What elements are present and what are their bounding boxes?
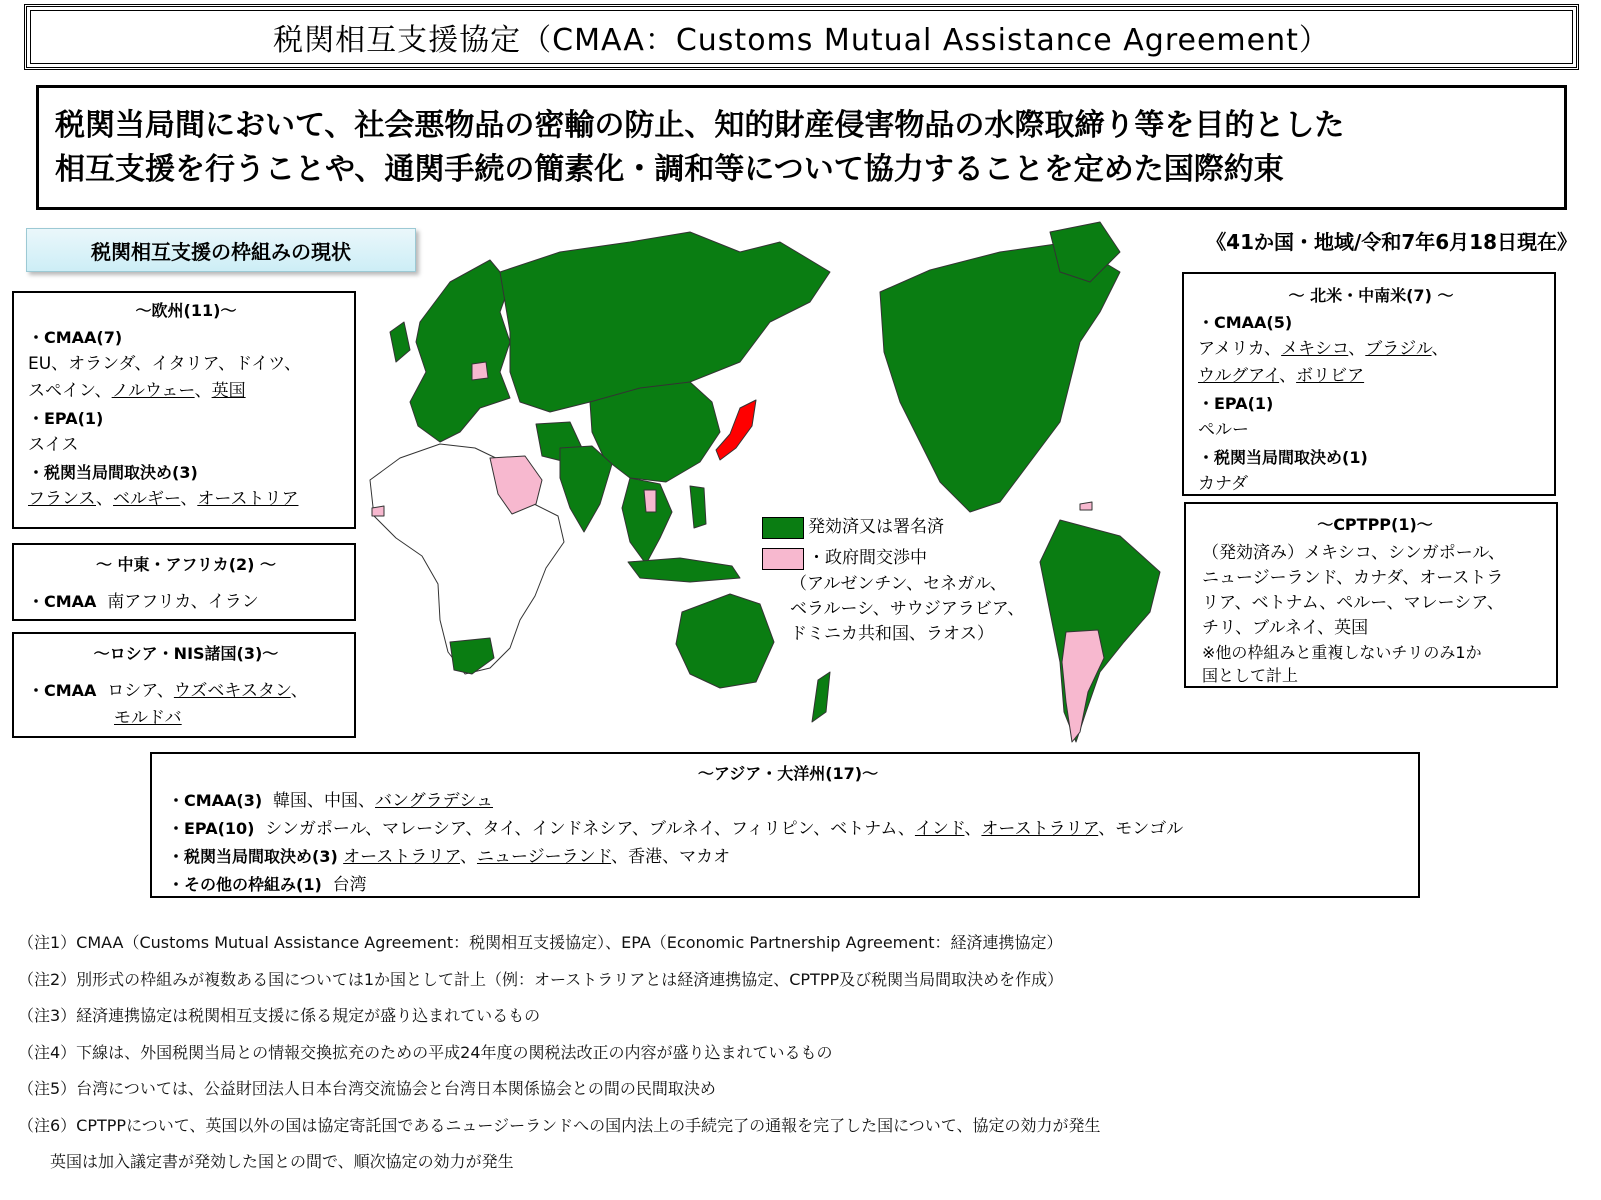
country-text: 台湾 <box>332 875 367 895</box>
country-text: スペイン、 <box>28 381 112 401</box>
country-text: フランス <box>28 489 96 509</box>
philippines-shape <box>690 486 706 528</box>
cmaa-label: ・CMAA <box>28 681 97 700</box>
description-line-2: 相互支援を行うことや、通関手続の簡素化・調和等について協力することを定めた国際約束 <box>55 152 1284 187</box>
footnote: （注2）別形式の枠組みが複数ある国については1か国として計上（例：オーストラリアとは経済連携協定、CPTPP及び税関当局間取決めを作成） <box>18 969 1064 989</box>
separator: 、 <box>96 489 113 509</box>
belarus-shape <box>472 362 488 380</box>
europe-cmaa-line2 <box>28 378 344 405</box>
mideast-africa-cmaa <box>28 588 344 616</box>
americas-arrangement-label: ・税関当局間取決め(1) <box>1198 448 1368 467</box>
cptpp-line: チリ、ブルネイ、英国 <box>1202 618 1369 638</box>
country-text: ベルギー <box>113 489 181 509</box>
world-map <box>360 212 1180 757</box>
new-zealand-shape <box>812 672 830 722</box>
legend-signed-label: 発効済又は署名済 <box>808 517 944 537</box>
country-text: シンガポール、マレーシア、タイ、インドネシア、ブルネイ、フィリピン、ベトナム、 <box>265 819 915 839</box>
europe-box <box>12 291 356 529</box>
cptpp-line: ニュージーランド、カナダ、オーストラ <box>1202 568 1504 588</box>
europe-shape <box>410 260 510 442</box>
india-shape <box>560 446 612 532</box>
europe-epa-countries: スイス <box>28 435 79 455</box>
indonesia-shape <box>628 558 740 582</box>
americas-epa-label: ・EPA(1) <box>1198 394 1274 413</box>
americas-arrangement-countries: カナダ <box>1198 474 1249 494</box>
americas-box <box>1182 272 1556 496</box>
cptpp-line: （発効済み）メキシコ、シンガポール、 <box>1202 543 1506 563</box>
russia-nis-cmaa <box>28 677 344 705</box>
country-text: ウズベキスタン <box>173 681 291 701</box>
footnotes <box>18 925 1100 1181</box>
other-label: ・その他の枠組み(1) <box>168 875 322 894</box>
legend-negotiating-swatch <box>762 548 804 570</box>
epa-label: ・EPA(10) <box>168 819 255 838</box>
legend-signed-swatch <box>762 517 804 539</box>
country-text: 英国 <box>211 381 246 401</box>
country-text: バングラデシュ <box>375 791 493 811</box>
footnote: （注3）経済連携協定は税関相互支援に係る規定が盛り込まれているもの <box>18 1006 541 1025</box>
americas-cmaa-label: ・CMAA(5) <box>1198 313 1293 332</box>
footnote: （注6）CPTPPについて、英国以外の国は協定寄託国であるニュージーランドへの国内法上の手続完了の通報を完了した国について、協定の効力が発生 <box>18 1115 1101 1135</box>
asia-other-row <box>168 871 1408 899</box>
australia-shape <box>676 594 774 688</box>
asia-oceania-header: ～アジア・大洋州(17)～ <box>697 764 879 783</box>
mideast-africa-header: ～ 中東・アフリカ(2) ～ <box>95 555 277 574</box>
separator: 、 <box>1431 339 1449 359</box>
footnote: （注5）台湾については、公益財団法人日本台湾交流協会と台湾日本関係協会との間の民間取決め <box>18 1079 716 1098</box>
page-title: 税関相互支援協定（CMAA：Customs Mutual Assistance Agreement） <box>24 4 1579 70</box>
country-text: ロシア、 <box>107 681 174 701</box>
country-text: ブラジル <box>1365 339 1432 359</box>
country-text: インド <box>914 819 965 839</box>
americas-header: ～ 北米・中南米(7) ～ <box>1288 286 1454 305</box>
legend-negotiating-label: ・政府間交渉中 <box>808 548 927 568</box>
russia-nis-header: ～ロシア・NIS諸国(3)～ <box>93 644 279 663</box>
americas-cmaa-line2 <box>1198 363 1544 390</box>
separator: 、 <box>180 489 198 509</box>
country-text: オーストラリア <box>343 847 460 867</box>
europe-arrangement-label: ・税関当局間取決め(3) <box>28 463 198 482</box>
footnote: （注1）CMAA（Customs Mutual Assistance Agreement：税関相互支援協定）、EPA（Economic Partnership Agreement：経済連携協定） <box>18 933 1063 952</box>
country-text: メキシコ <box>1281 339 1349 359</box>
separator: 、 <box>964 819 982 839</box>
country-text: 、モンゴル <box>1098 819 1184 839</box>
separator: 、 <box>290 681 308 701</box>
dominican-republic-shape <box>1080 502 1092 510</box>
asia-epa-row <box>168 815 1408 843</box>
country-text: ボリビア <box>1296 366 1365 386</box>
cptpp-header: ～CPTPP(1)～ <box>1317 515 1433 534</box>
europe-cmaa-label: ・CMAA(7) <box>28 328 123 347</box>
mideast-africa-box <box>12 543 356 621</box>
as-of-date: 《41か国・地域/令和7年6月18日現在》 <box>1206 230 1577 254</box>
country-text: モルドバ <box>114 708 182 728</box>
europe-arrangement-countries <box>28 486 344 513</box>
asia-arrangement-row <box>168 843 1408 871</box>
argentina-shape <box>1062 630 1104 742</box>
europe-epa-label: ・EPA(1) <box>28 409 104 428</box>
cptpp-note: 国として計上 <box>1202 666 1299 685</box>
separator: 、 <box>1279 366 1297 386</box>
europe-cmaa-line1: EU、オランダ、イタリア、ドイツ、 <box>28 354 302 374</box>
country-text: ノルウェー <box>111 381 195 401</box>
uk-shape <box>390 322 410 362</box>
separator: 、 <box>459 847 477 867</box>
country-text: ニュージーランド <box>476 847 612 867</box>
country-text: 韓国、中国、 <box>273 791 376 811</box>
description-box <box>36 85 1567 210</box>
asia-cmaa-row <box>168 787 1408 815</box>
country-text: アメリカ、 <box>1198 339 1282 359</box>
russia-nis-cmaa-cont <box>28 705 344 732</box>
footnote: （注4）下線は、外国税関当局との情報交換拡充のための平成24年度の関税法改正の内容が盛り込まれているもの <box>18 1042 833 1062</box>
legend-line: ベラルーシ、サウジアラビア、 <box>790 599 1025 619</box>
description-line-1: 税関当局間において、社会悪物品の密輸の防止、知的財産侵害物品の水際取締り等を目的とした <box>55 108 1345 143</box>
country-text: オーストラリア <box>981 819 1099 839</box>
legend-line: ドミニカ共和国、ラオス） <box>790 624 994 644</box>
legend-line: （アルゼンチン、セネガル、 <box>790 574 1007 594</box>
americas-cmaa-line1 <box>1198 336 1544 363</box>
senegal-shape <box>372 506 384 516</box>
country-text: 南アフリカ、イラン <box>107 592 259 612</box>
framework-status-label: 税関相互支援の枠組みの現状 <box>26 228 416 272</box>
arrangement-label: ・税関当局間取決め(3) <box>168 847 338 866</box>
cmaa-label: ・CMAA(3) <box>168 791 263 810</box>
north-america-shape <box>880 242 1120 512</box>
cptpp-box <box>1184 502 1558 688</box>
russia-nis-box <box>12 632 356 738</box>
footnote: 英国は加入議定書が発効した国との間で、順次協定の効力が発生 <box>18 1152 514 1171</box>
laos-shape <box>644 490 656 512</box>
south-america-shape <box>1040 520 1160 742</box>
americas-epa-countries: ペルー <box>1198 420 1249 440</box>
japan-shape <box>716 400 756 460</box>
separator: 、 <box>194 381 212 401</box>
europe-header: ～欧州(11)～ <box>135 301 237 320</box>
asia-oceania-box <box>150 752 1420 898</box>
cptpp-note: ※他の枠組みと重複しないチリのみ1か <box>1202 643 1482 662</box>
legend-negotiating-countries <box>790 572 1024 647</box>
cmaa-label: ・CMAA <box>28 592 97 611</box>
cptpp-line: リア、ベトナム、ペルー、マレーシア、 <box>1202 593 1504 613</box>
separator: 、 <box>1348 339 1366 359</box>
country-text: ウルグアイ <box>1198 366 1280 386</box>
country-text: 、香港、マカオ <box>611 847 731 867</box>
country-text: オーストリア <box>197 489 299 509</box>
